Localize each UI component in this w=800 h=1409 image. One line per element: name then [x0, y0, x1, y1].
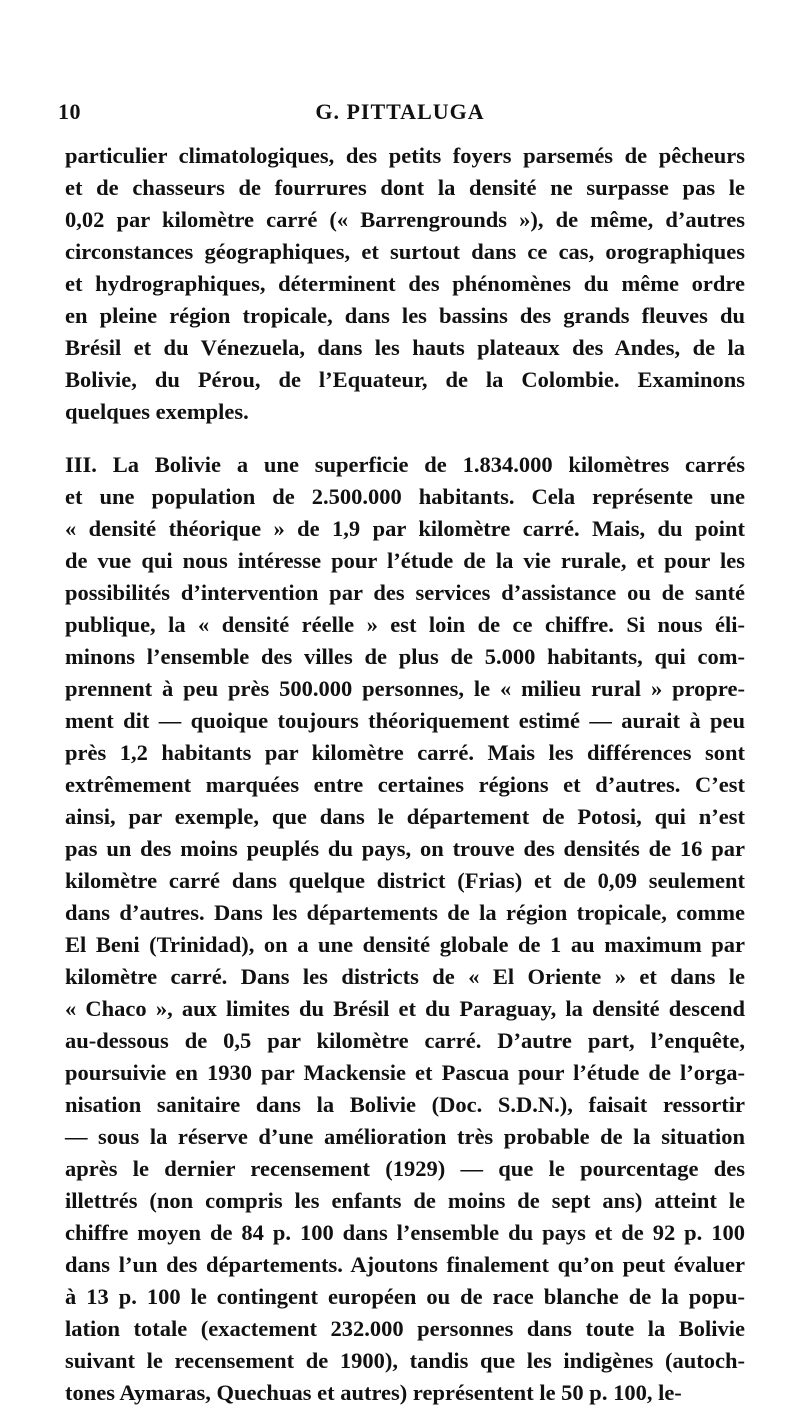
text-line: illettrés (non compris les enfants de moins de sept ans) atteint le — [65, 1188, 745, 1213]
text-line: « densité théorique » de 1,9 par kilomètre carré. Mais, du point — [65, 516, 745, 541]
paragraph-gap — [65, 428, 745, 449]
text-line: Brésil et du Vénezuela, dans les hauts plateaux des Andes, de la — [65, 335, 745, 360]
text-line: et de chasseurs de fourrures dont la densité ne surpasse pas le — [65, 175, 745, 200]
text-line: de vue qui nous intéresse pour l’étude de la vie rurale, et pour les — [65, 548, 745, 573]
text-line: suivant le recensement de 1900), tandis que les indigènes (autoch- — [65, 1348, 745, 1373]
page-number: 10 — [58, 99, 81, 124]
text-line: dans d’autres. Dans les départements de la région tropicale, comme — [65, 900, 745, 925]
text-line: et hydrographiques, déterminent des phénomènes du même ordre — [65, 271, 745, 296]
text-line: III. La Bolivie a une superficie de 1.834.000 kilomètres carrés — [65, 452, 745, 477]
text-line: au-dessous de 0,5 par kilomètre carré. D’autre part, l’enquête, — [65, 1028, 745, 1053]
text-line: poursuivie en 1930 par Mackensie et Pascua pour l’étude de l’orga- — [65, 1060, 745, 1085]
paragraph-2 — [65, 449, 745, 1409]
text-line: et une population de 2.500.000 habitants. Cela représente une — [65, 484, 745, 509]
text-line: extrêmement marquées entre certaines régions et d’autres. C’est — [65, 772, 745, 797]
text-line: chiffre moyen de 84 p. 100 dans l’ensemble du pays et de 92 p. 100 — [65, 1220, 745, 1245]
text-line: — sous la réserve d’une amélioration très probable de la situation — [65, 1124, 745, 1149]
text-line: après le dernier recensement (1929) — que le pourcentage des — [65, 1156, 745, 1181]
text-line: ainsi, par exemple, que dans le département de Potosi, qui n’est — [65, 804, 745, 829]
text-line: lation totale (exactement 232.000 personnes dans toute la Bolivie — [65, 1316, 745, 1341]
running-title: G. PITTALUGA — [315, 99, 485, 124]
text-line: particulier climatologiques, des petits foyers parsemés de pêcheurs — [65, 143, 745, 168]
body-text — [65, 140, 745, 1409]
text-line: prennent à peu près 500.000 personnes, le « milieu rural » propre- — [65, 676, 745, 701]
text-line: à 13 p. 100 le contingent européen ou de race blanche de la popu- — [65, 1284, 745, 1309]
text-line: en pleine région tropicale, dans les bassins des grands fleuves du — [65, 303, 745, 328]
text-line: publique, la « densité réelle » est loin de ce chiffre. Si nous éli- — [65, 612, 745, 637]
text-line: El Beni (Trinidad), on a une densité globale de 1 au maximum par — [65, 932, 745, 957]
text-line: 0,02 par kilomètre carré (« Barrengrounds »), de même, d’autres — [65, 207, 745, 232]
text-line: possibilités d’intervention par des services d’assistance ou de santé — [65, 580, 745, 605]
text-line: tones Aymaras, Quechuas et autres) représentent le 50 p. 100, le- — [65, 1380, 682, 1405]
text-line: ment dit — quoique toujours théoriquement estimé — aurait à peu — [65, 708, 745, 733]
text-line: dans l’un des départements. Ajoutons finalement qu’on peut évaluer — [65, 1252, 745, 1277]
text-line: kilomètre carré. Dans les districts de « El Oriente » et dans le — [65, 964, 745, 989]
paragraph-1 — [65, 140, 745, 428]
text-line: quelques exemples. — [65, 399, 249, 424]
text-line: pas un des moins peuplés du pays, on trouve des densités de 16 par — [65, 836, 745, 861]
text-line: minons l’ensemble des villes de plus de 5.000 habitants, qui com- — [65, 644, 745, 669]
text-line: kilomètre carré dans quelque district (Frias) et de 0,09 seulement — [65, 868, 745, 893]
text-line: « Chaco », aux limites du Brésil et du Paraguay, la densité descend — [65, 996, 745, 1021]
text-line: Bolivie, du Pérou, de l’Equateur, de la Colombie. Examinons — [65, 367, 745, 392]
text-line: circonstances géographiques, et surtout dans ce cas, orographiques — [65, 239, 745, 264]
text-line: près 1,2 habitants par kilomètre carré. Mais les différences sont — [65, 740, 745, 765]
text-line: nisation sanitaire dans la Bolivie (Doc. S.D.N.), faisait ressortir — [65, 1092, 745, 1117]
